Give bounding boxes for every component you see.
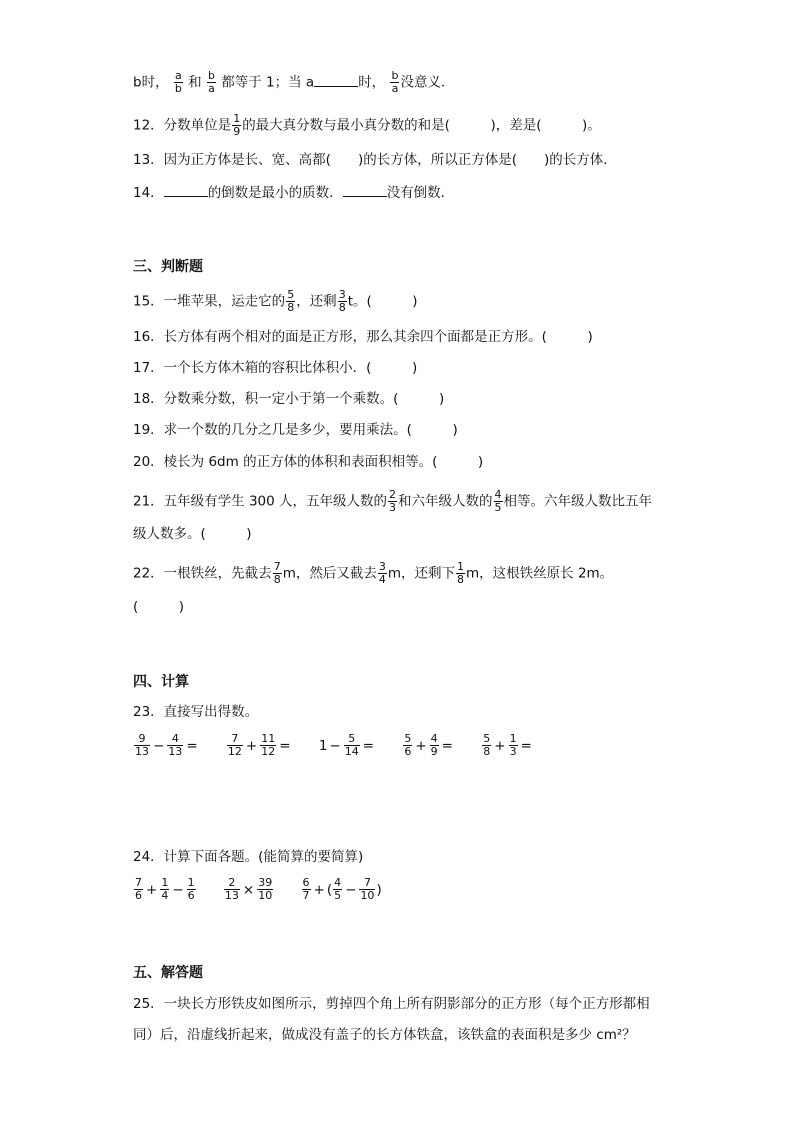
answer-blank[interactable] [314, 74, 358, 87]
section-heading-word-problems: 五、解答题 [133, 965, 203, 981]
fraction: $\frac{3}{8}$ [338, 288, 346, 314]
fraction: $\frac{a}{b}$ [174, 69, 182, 95]
fraction: $\frac{5}{8}$ [287, 288, 295, 314]
question-17: 17．一个长方体木箱的容积比体积小．( ) [133, 360, 418, 376]
question-15 [133, 289, 418, 314]
question-25-line1: 25．一块长方形铁皮如图所示，剪掉四个角上所有阴影部分的正方形（每个正方形都相 [133, 996, 650, 1012]
fraction: $\frac{1}{8}$ [457, 560, 464, 586]
q22-text4: m，这根铁丝原长 2m。 [466, 565, 614, 582]
q11-text2: 和 [188, 74, 202, 91]
q11-text3: 都等于 1；当 a [221, 74, 315, 91]
expression: $\frac{7}{12}$ + $\frac{11}{12}$ = [227, 732, 291, 758]
fraction: $\frac{3}{4}$ [378, 560, 386, 586]
q22-text2: m，然后又截去 [282, 565, 377, 582]
q15-text2: ，还剩 [296, 293, 337, 310]
q22-text1: 22．一根铁丝，先截去 [133, 565, 272, 582]
q11-text4: 时， [358, 74, 386, 91]
expression: 1 − $\frac{5}{14}$ = [318, 732, 375, 758]
fraction: $\frac{1}{9}$ [233, 112, 241, 138]
expression: $\frac{9}{13}$ − $\frac{4}{13}$ = [135, 732, 198, 758]
section-heading-calculation: 四、计算 [133, 674, 189, 690]
question-18: 18．分数乘分数，积一定小于第一个乘数。( ) [133, 391, 445, 407]
expression: $\frac{6}{7}$ + ( $\frac{4}{5}$ − $\frac{7}{10}$ ) [302, 876, 382, 902]
question-23-expressions [133, 733, 534, 758]
q15-text1: 15．一堆苹果，运走它的 [133, 293, 286, 310]
q22-text3: m，还剩下 [387, 565, 455, 582]
q12-text1: 12．分数单位是 [133, 117, 232, 134]
question-21 [133, 489, 652, 514]
question-12 [133, 113, 601, 138]
q21-text3: 相等。六年级人数比五年 [503, 493, 653, 510]
question-20: 20．棱长为 6dm 的正方体的体积和表面积相等。( ) [133, 454, 484, 470]
fraction: $\frac{4}{5}$ [494, 488, 502, 514]
q21-text2: 和六年级人数的 [398, 493, 493, 510]
question-19: 19．求一个数的几分之几是多少，要用乘法。( ) [133, 422, 458, 438]
section-heading-judgment: 三、判断题 [133, 259, 203, 275]
q21-text1: 21．五年级有学生 300 人，五年级人数的 [133, 493, 388, 510]
fraction: $\frac{2}{3}$ [389, 488, 397, 514]
q14-text3: 没有倒数． [386, 185, 455, 201]
q12-text2: 的最大真分数与最小真分数的和是( )，差是( )。 [242, 117, 601, 134]
question-21-cont: 级人数多。( ) [133, 526, 252, 542]
q15-text3: t。( ) [347, 293, 418, 310]
expression: $\frac{5}{6}$ + $\frac{4}{9}$ = [404, 732, 453, 758]
expression: $\frac{7}{6}$ + $\frac{1}{4}$ − $\frac{1}{6}$ [135, 876, 195, 902]
expression: $\frac{2}{13}$ × $\frac{39}{10}$ [224, 876, 273, 902]
q14-text1: 14． [133, 185, 164, 201]
expression: $\frac{5}{8}$ + $\frac{1}{3}$ = [483, 732, 532, 758]
question-13: 13．因为正方体是长、宽、高都( )的长方体，所以正方体是( )的长方体． [133, 152, 617, 168]
fraction: $\frac{b}{a}$ [207, 69, 215, 95]
question-11-cont [133, 70, 454, 95]
question-25-line2: 同）后，沿虚线折起来，做成没有盖子的长方体铁盒，该铁盒的表面积是多少 cm²？ [133, 1027, 636, 1043]
question-14 [133, 183, 454, 203]
answer-blank[interactable] [164, 184, 208, 197]
question-16: 16．长方体有两个相对的面是正方形，那么其余四个面都是正方形。( ) [133, 329, 593, 345]
q11-text5: 没意义． [400, 74, 455, 91]
question-24-expressions [133, 877, 382, 902]
question-22 [133, 561, 613, 586]
question-24-title: 24．计算下面各题。(能简算的要简算) [133, 849, 364, 865]
q14-text2: 的倒数是最小的质数． [207, 185, 343, 201]
answer-blank[interactable] [343, 184, 387, 197]
q11-text1: b时， [133, 74, 169, 91]
fraction: $\frac{b}{a}$ [391, 69, 399, 95]
question-23-title: 23．直接写出得数。 [133, 704, 259, 720]
question-22-answer: ( ) [133, 599, 185, 615]
fraction: $\frac{7}{8}$ [273, 560, 281, 586]
